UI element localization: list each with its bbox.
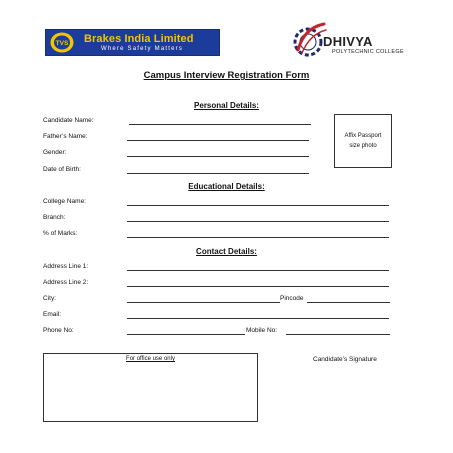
college-name-field[interactable] (127, 205, 389, 206)
fathers-name-label: Father’s Name: (43, 133, 88, 140)
pincode-field[interactable] (307, 302, 390, 303)
marks-field[interactable] (127, 237, 389, 238)
office-use-label: For office use only (126, 356, 175, 362)
tvs-emblem-icon (49, 31, 75, 54)
address-line-1-label: Address Line 1: (43, 263, 89, 270)
branch-field[interactable] (127, 221, 389, 222)
email-label: Email: (43, 311, 62, 318)
photo-box[interactable] (334, 114, 392, 168)
photo-text-2: size photo (349, 143, 377, 149)
mobile-no-label: Mobile No: (246, 327, 278, 334)
contact-details-title: Contact Details: (196, 247, 257, 256)
mobile-no-field[interactable] (286, 334, 390, 335)
educational-details-title: Educational Details: (188, 182, 265, 191)
address-line-1-field[interactable] (127, 270, 389, 271)
office-use-box (43, 353, 258, 422)
brakes-india-name: Brakes India Limited (84, 33, 194, 45)
date-of-birth-label: Date of Birth: (43, 166, 81, 173)
gender-label: Gender: (43, 149, 67, 156)
city-label: City: (43, 295, 56, 302)
date-of-birth-field[interactable] (127, 173, 309, 174)
form-title: Campus Interview Registration Form (143, 70, 310, 81)
emblem-text: TVS (55, 40, 69, 47)
candidate-name-field[interactable] (129, 124, 311, 125)
address-line-2-field[interactable] (127, 286, 389, 287)
fathers-name-field[interactable] (127, 140, 309, 141)
brakes-india-tagline: Where Safety Matters (101, 46, 184, 52)
dhivya-logo (292, 20, 442, 60)
photo-text-1: Affix Passport (344, 133, 382, 139)
branch-label: Branch: (43, 214, 66, 221)
brakes-india-logo (45, 29, 220, 56)
email-field[interactable] (127, 318, 389, 319)
personal-details-title: Personal Details: (194, 101, 259, 110)
dhivya-name: DHIVYA (323, 34, 373, 49)
gender-field[interactable] (127, 156, 309, 157)
dhivya-subtitle: POLYTECHNIC COLLEGE (332, 49, 404, 55)
marks-label: % of Marks: (43, 230, 78, 237)
phone-no-field[interactable] (127, 334, 245, 335)
pincode-label: Pincode (280, 295, 304, 302)
candidate-name-label: Candidate Name: (43, 117, 94, 124)
phone-no-label: Phone No: (43, 327, 74, 334)
college-name-label: College Name: (43, 198, 86, 205)
address-line-2-label: Address Line 2: (43, 279, 89, 286)
city-field[interactable] (127, 302, 280, 303)
candidate-signature-label: Candidate’s Signature (313, 356, 377, 363)
